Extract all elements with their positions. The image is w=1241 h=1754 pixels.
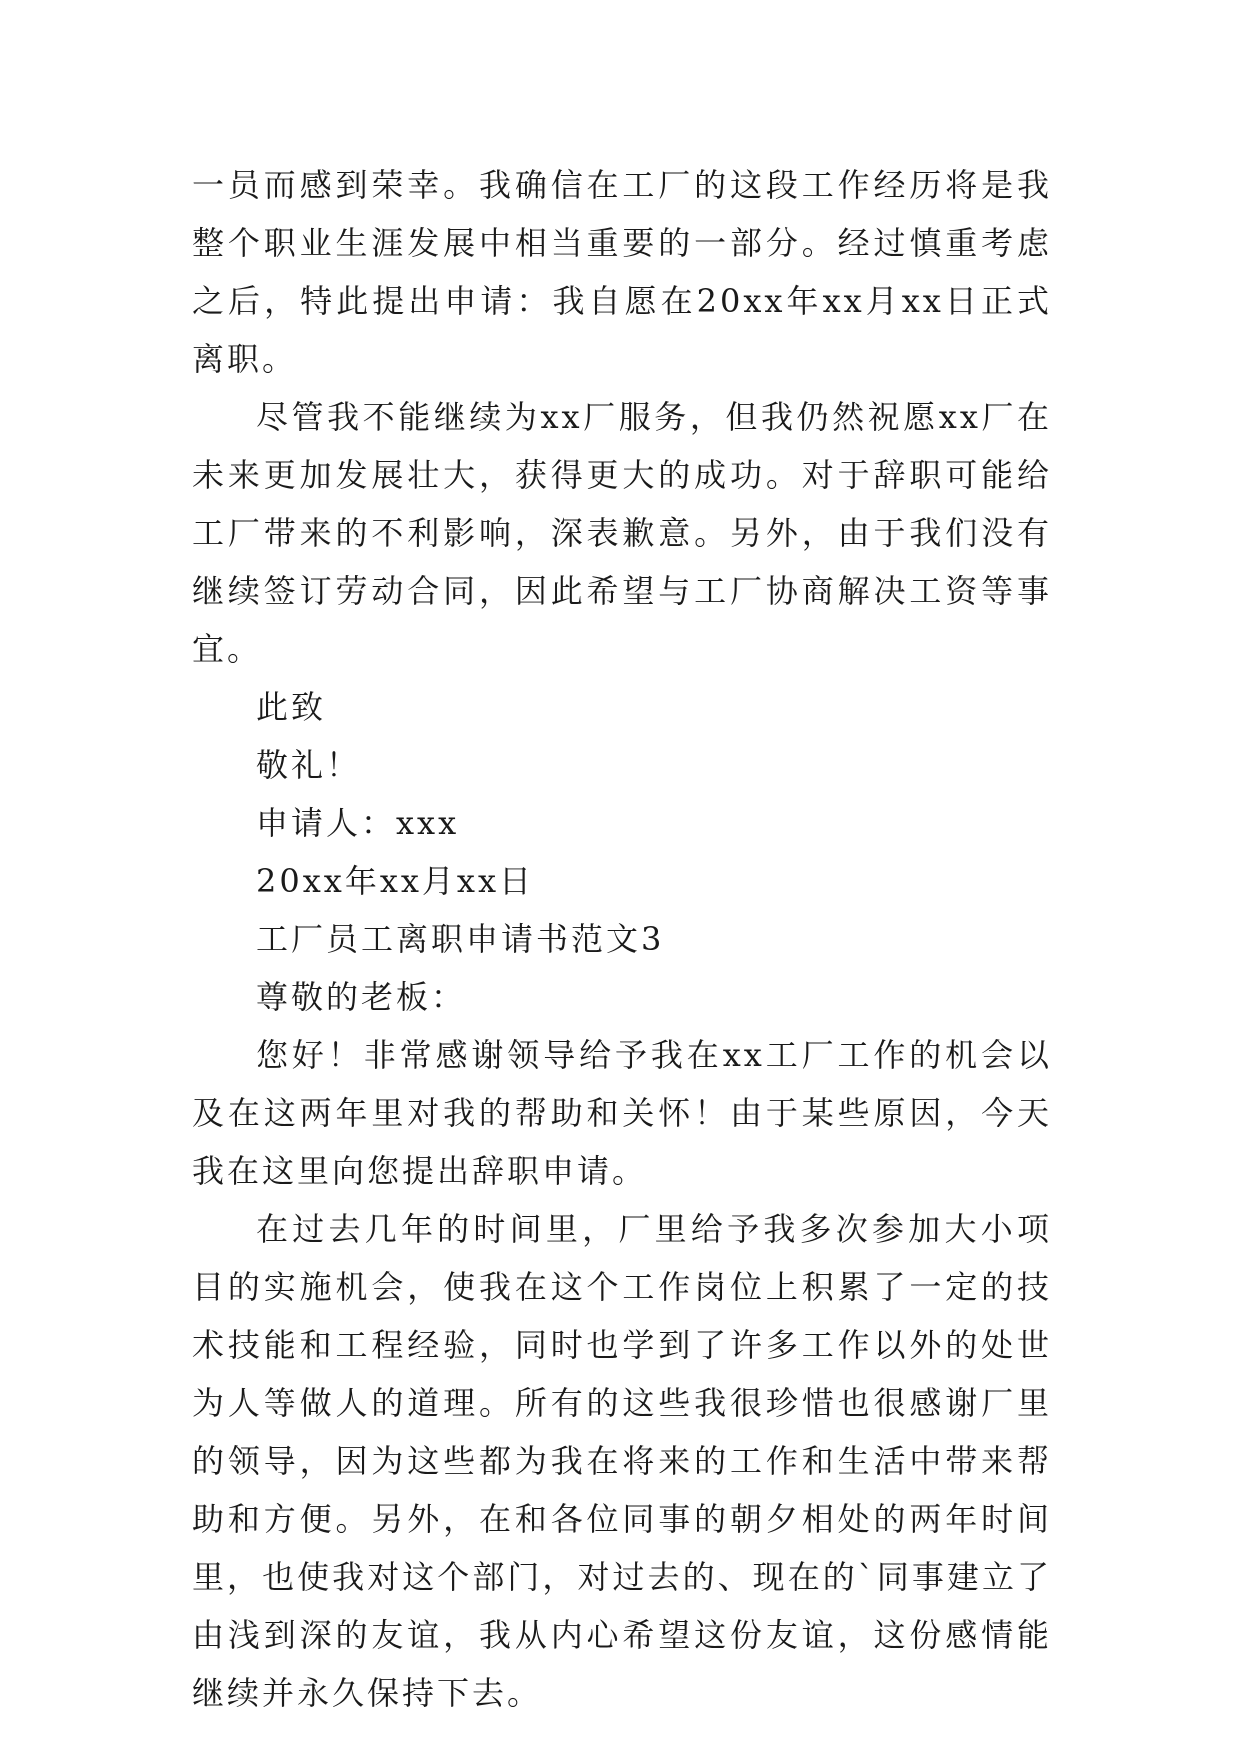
date-line: 20xx年xx月xx日 xyxy=(256,862,535,900)
closing-salutation: 此致 xyxy=(256,688,327,726)
document-body xyxy=(192,156,1052,1722)
paragraph-continuation: 一员而感到荣幸。我确信在工厂的这段工作经历将是我整个职业生涯发展中相当重要的一部分。经过慎重考虑之后，特此提出申请：我自愿在20xx年xx月xx日正式离职。 xyxy=(192,166,1052,378)
closing-regards: 敬礼！ xyxy=(256,746,362,784)
applicant-line: 申请人：xxx xyxy=(256,804,460,842)
sample-title: 工厂员工离职申请书范文3 xyxy=(256,920,665,958)
greeting-line: 尊敬的老板： xyxy=(256,978,467,1016)
paragraph-experience: 在过去几年的时间里，厂里给予我多次参加大小项目的实施机会，使我在这个工作岗位上积累了一定的技术技能和工程经验，同时也学到了许多工作以外的处世为人等做人的道理。所有的这些我很珍惜也很感谢厂里的领导，因为这些都为我在将来的工作和生活中带来帮助和方便。另外，在和各位同事的朝夕相处的两年时间里，也使我对这个部门，对过去的、现在的`同事建立了由浅到深的友谊，我从内心希望这份友谊，这份感情能继续并永久保持下去。 xyxy=(192,1210,1052,1712)
paragraph-wishes: 尽管我不能继续为xx厂服务，但我仍然祝愿xx厂在未来更加发展壮大，获得更大的成功。对于辞职可能给工厂带来的不利影响，深表歉意。另外，由于我们没有继续签订劳动合同，因此希望与工厂协商解决工资等事宜。 xyxy=(192,398,1052,668)
paragraph-thanks: 您好！非常感谢领导给予我在xx工厂工作的机会以及在这两年里对我的帮助和关怀！由于某些原因，今天我在这里向您提出辞职申请。 xyxy=(192,1036,1052,1190)
